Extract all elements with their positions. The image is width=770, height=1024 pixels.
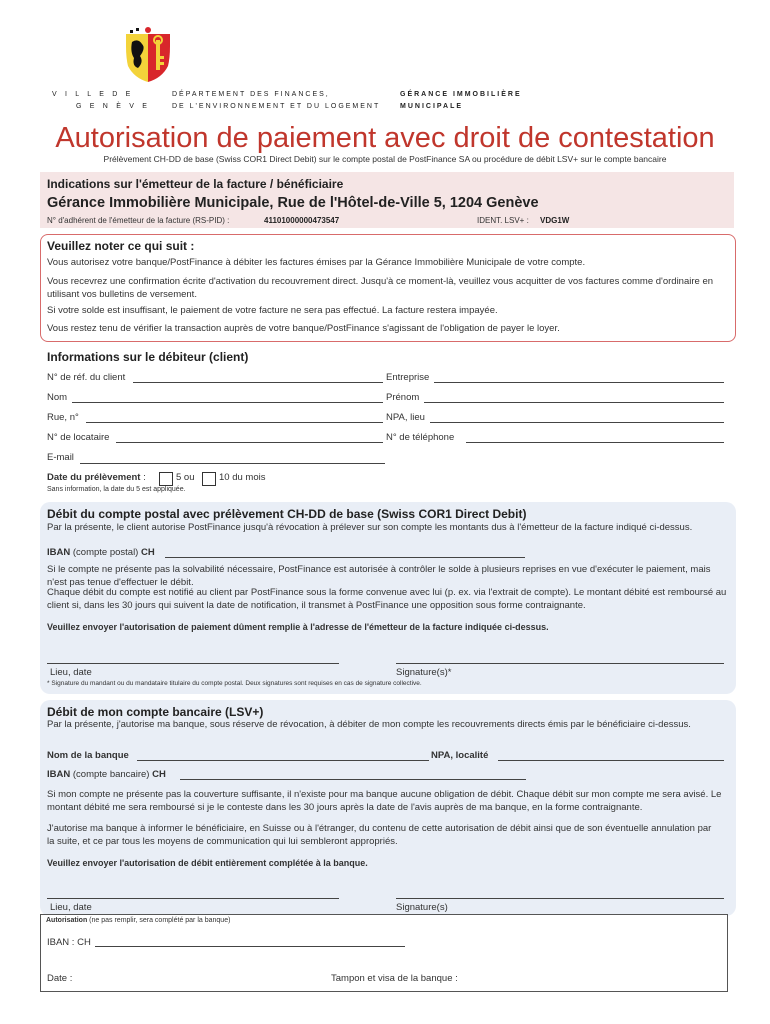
department-line2: DE L'ENVIRONNEMENT ET DU LOGEMENT (172, 103, 381, 110)
locataire-label: N° de locataire (47, 432, 110, 443)
day-5-checkbox[interactable] (159, 472, 173, 486)
note-paragraph-1: Vous autorisez votre banque/PostFinance à débiter les factures émises par la Gérance Immobilière Municipale de votre compte. (47, 257, 586, 268)
page-subtitle: Prélèvement CH-DD de base (Swiss COR1 Direct Debit) sur le compte postal de PostFinance SA ou procédure de débit LSV+ sur le compte bancaire (103, 154, 667, 164)
bank-iban-ch: CH (152, 769, 166, 780)
bank-stamp-label: Tampon et visa de la banque : (331, 973, 458, 984)
page-title: Autorisation de paiement avec droit de contestation (55, 122, 715, 154)
authorization-iban-label: IBAN : CH (47, 937, 91, 948)
prenom-field[interactable] (424, 402, 724, 403)
authorization-iban-field[interactable] (95, 946, 405, 947)
bank-iban-label (47, 769, 166, 782)
postal-heading: Débit du compte postal avec prélèvement CH-DD de base (Swiss COR1 Direct Debit) (47, 507, 527, 521)
bank-iban-field[interactable] (180, 779, 526, 780)
bank-signature-field[interactable] (396, 898, 724, 899)
geneve-label: G E N È V E (76, 103, 151, 110)
bank-paragraph-2: Si mon compte ne présente pas la couverture suffisante, il n'existe pour ma banque aucune obligation de débit. Chaque débit sur mon compte me sera avisé. Le montant débité me sera remboursé si je le conteste dans les 30 jours après la date de l'avis auprès de ma banque, en la forme contraignante. (47, 789, 722, 813)
client-ref-label: N° de réf. du client (47, 372, 126, 383)
bank-name-field[interactable] (137, 760, 429, 761)
client-ref-field[interactable] (133, 382, 383, 383)
email-label: E-mail (47, 452, 74, 463)
nom-label: Nom (47, 392, 68, 403)
note-paragraph-2: Vous recevrez une confirmation écrite d'activation du recouvrement direct. Jusqu'à ce moment-là, veuillez vous acquitter de vos factures comme d'ordinaire en utilisant vos bulletins de versement. (47, 276, 714, 300)
day-10-checkbox[interactable] (202, 472, 216, 486)
postal-paragraph-1: Par la présente, le client autorise PostFinance jusqu'à révocation à prélever sur son compte les montants dus à l'émetteur de la facture indiqué ci-dessus. (47, 522, 693, 533)
gerance-line2: MUNICIPALE (400, 103, 464, 110)
nom-field[interactable] (72, 402, 383, 403)
date-prelevement-label (47, 472, 146, 483)
entreprise-field[interactable] (434, 382, 724, 383)
note-paragraph-4: Vous restez tenu de vérifier la transaction auprès de votre banque/PostFinance s'agissant de l'obligation de payer le loyer. (47, 323, 560, 334)
debiteur-heading: Informations sur le débiteur (client) (47, 350, 249, 364)
department-line1: DÉPARTEMENT DES FINANCES, (172, 91, 330, 98)
ville-de-label: V I L L E D E (52, 91, 134, 98)
bank-iban-bold: IBAN (47, 769, 71, 780)
date-prelevement-colon: : (140, 472, 146, 483)
bank-lieu-date-field[interactable] (47, 898, 339, 899)
postal-lieu-date-label: Lieu, date (50, 667, 92, 678)
note-heading: Veuillez noter ce qui suit : (47, 239, 195, 253)
lsv-ident-value: VDG1W (540, 216, 570, 225)
date-note: Sans information, la date du 5 est appliquée. (47, 486, 186, 493)
rue-label: Rue, n° (47, 412, 79, 423)
telephone-field[interactable] (466, 442, 724, 443)
postal-iban-rest: (compte postal) (70, 547, 141, 558)
postal-signature-field[interactable] (396, 663, 724, 664)
email-field[interactable] (80, 463, 385, 464)
bank-name-label: Nom de la banque (47, 750, 129, 761)
postal-send-instruction: Veuillez envoyer l'autorisation de paiement dûment remplie à l'adresse de l'émetteur de la facture indiquée ci-dessus. (47, 622, 549, 632)
prenom-label: Prénom (386, 392, 420, 403)
bank-lieu-date-label: Lieu, date (50, 902, 92, 913)
locataire-field[interactable] (116, 442, 383, 443)
day-5-label: 5 ou (176, 472, 195, 483)
postal-iban-field[interactable] (165, 557, 525, 558)
postal-footnote: * Signature du mandant ou du mandataire titulaire du compte postal. Deux signatures sont requises en cas de signature collective. (47, 680, 422, 687)
telephone-label: N° de téléphone (386, 432, 455, 443)
bank-paragraph-1: Par la présente, j'autorise ma banque, sous réserve de révocation, à débiter de mon compte les recouvrements directs émis par le bénéficiaire ci-dessus. (47, 719, 691, 730)
authorization-date-label: Date : (47, 973, 73, 984)
lsv-ident-label: IDENT. LSV+ : (477, 216, 529, 225)
note-paragraph-3: Si votre solde est insuffisant, le paiement de votre facture ne sera pas effectué. La facture restera impayée. (47, 305, 498, 316)
day-10-label: 10 du mois (219, 472, 266, 483)
bank-npa-field[interactable] (498, 760, 724, 761)
date-prelevement-text: Date du prélèvement (47, 472, 141, 483)
authorization-label (46, 917, 230, 924)
authorization-label-bold: Autorisation (46, 917, 88, 924)
bank-signature-label: Signature(s) (396, 902, 448, 913)
bank-paragraph-3: J'autorise ma banque à informer le bénéficiaire, en Suisse ou à l'étranger, du contenu de cette autorisation de débit ainsi que de son éventuelle annulation par la suite, et ce par tous les moyens de communication qui lui sembleront appropriés. (47, 823, 712, 847)
rspid-value: 41101000000473547 (264, 216, 340, 225)
bank-heading: Débit de mon compte bancaire (LSV+) (47, 705, 264, 719)
rue-field[interactable] (86, 422, 383, 423)
rspid-label: N° d'adhérent de l'émetteur de la facture (RS-PID) : (47, 216, 230, 225)
emetteur-name: Gérance Immobilière Municipale, Rue de l'Hôtel-de-Ville 5, 1204 Genève (47, 195, 539, 211)
postal-iban-ch: CH (140, 547, 155, 558)
postal-lieu-date-field[interactable] (47, 663, 339, 664)
bank-npa-label: NPA, localité (431, 750, 489, 761)
geneva-coat-of-arms-logo (124, 26, 172, 84)
postal-iban-label (47, 547, 155, 560)
postal-iban-bold: IBAN (47, 547, 71, 558)
postal-paragraph-3: Chaque débit du compte est notifié au client par PostFinance sous la forme convenue avec lui (p. ex. via l'extrait de compte). Le montant débité est remboursé au client si, dans les 30 jours qui suivent la date de notification, il transmet à PostFinance une opposition sous forme contraignante. (47, 587, 727, 611)
bank-send-instruction: Veuillez envoyer l'autorisation de débit entièrement complétée à la banque. (47, 858, 368, 868)
emetteur-heading: Indications sur l'émetteur de la facture / bénéficiaire (47, 177, 344, 191)
npa-lieu-field[interactable] (430, 422, 724, 423)
gerance-line1: GÉRANCE IMMOBILIÈRE (400, 91, 522, 98)
authorization-label-rest: (ne pas remplir, sera complété par la banque) (87, 917, 231, 924)
bank-iban-rest: (compte bancaire) (70, 769, 153, 780)
npa-lieu-label: NPA, lieu (386, 412, 425, 423)
postal-paragraph-2: Si le compte ne présente pas la solvabilité nécessaire, PostFinance est autorisée à contrôler le solde à plusieurs reprises en vue d'exécuter le paiement, mais n'est pas tenue d'effectuer le débit. (47, 564, 711, 588)
entreprise-label: Entreprise (386, 372, 430, 383)
postal-signature-label: Signature(s)* (396, 667, 452, 678)
